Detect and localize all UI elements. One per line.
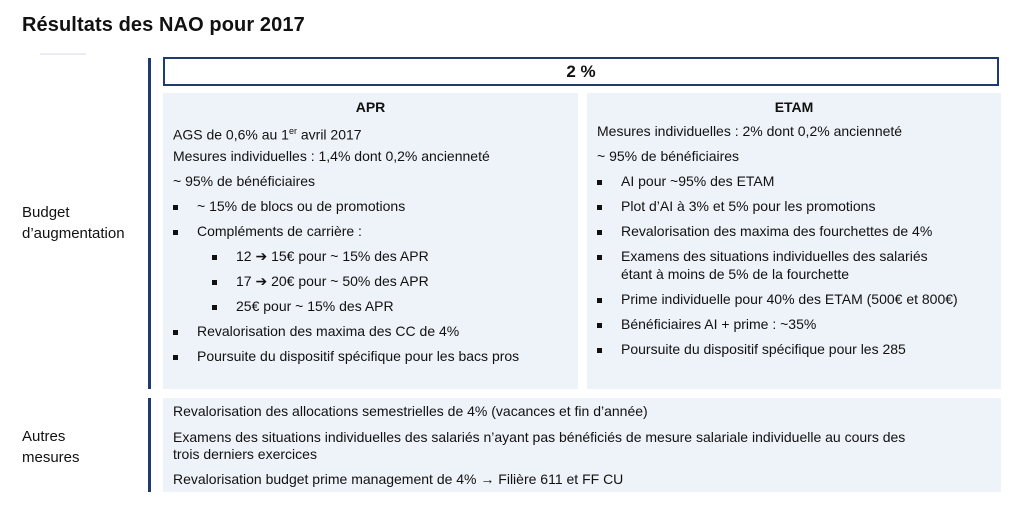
row-label-autres-line2: mesures bbox=[22, 449, 80, 466]
bullet-icon bbox=[597, 230, 602, 235]
bullet-icon bbox=[597, 255, 602, 260]
arrow-right-icon: ➔ bbox=[255, 248, 268, 264]
budget-section-bar bbox=[148, 58, 151, 389]
sub-bullet-icon bbox=[212, 305, 217, 310]
apr-revalo: Revalorisation des maxima des CC de 4% bbox=[197, 323, 460, 339]
bullet-icon bbox=[173, 330, 178, 335]
etam-revalo: Revalorisation des maxima des fourchettes de 4% bbox=[621, 223, 933, 239]
bullet-icon bbox=[173, 205, 178, 210]
apr-sub-item-3: 25€ pour ~ 15% des APR bbox=[236, 298, 394, 314]
apr-ags-pre: AGS de 0,6% au 1 bbox=[173, 126, 289, 143]
bullet-icon bbox=[597, 298, 602, 303]
etam-ai: AI pour ~95% des ETAM bbox=[621, 173, 775, 189]
apr-ags-post: avril 2017 bbox=[296, 126, 362, 143]
bullet-icon bbox=[597, 348, 602, 353]
autres-line-1: Revalorisation des allocations semestrielles de 4% (vacances et fin d’année) bbox=[173, 403, 648, 419]
apr-sub-item-2 bbox=[236, 273, 429, 290]
page-title: Résultats des NAO pour 2017 bbox=[22, 14, 305, 36]
apr-ags-sup: er bbox=[288, 126, 297, 136]
apr-poursuite: Poursuite du dispositif spécifique pour les bacs pros bbox=[197, 348, 520, 364]
apr-sub-item-1 bbox=[236, 248, 429, 265]
etam-poursuite: Poursuite du dispositif spécifique pour les 285 bbox=[621, 341, 906, 357]
autres-line-2b: trois derniers exercices bbox=[173, 446, 317, 462]
apr-complements: Compléments de carrière : bbox=[197, 223, 362, 239]
apr-mesures: Mesures individuelles : 1,4% dont 0,2% ancienneté bbox=[173, 148, 490, 164]
etam-panel bbox=[587, 93, 1001, 389]
bullet-icon bbox=[597, 323, 602, 328]
autres-section-bar bbox=[148, 398, 151, 492]
sub-bullet-icon bbox=[212, 255, 217, 260]
etam-mesures: Mesures individuelles : 2% dont 0,2% ancienneté bbox=[597, 123, 903, 139]
apr-sub1-a: 12 bbox=[236, 248, 256, 264]
etam-heading: ETAM bbox=[774, 99, 814, 115]
autres-panel bbox=[163, 398, 1001, 492]
sub-bullet-icon bbox=[212, 280, 217, 285]
row-label-budget-line1: Budget bbox=[22, 204, 70, 221]
bullet-icon bbox=[597, 205, 602, 210]
apr-heading: APR bbox=[355, 99, 386, 115]
apr-blocs: ~ 15% de blocs ou de promotions bbox=[197, 198, 406, 214]
apr-beneficiaires: ~ 95% de bénéficiaires bbox=[173, 173, 316, 189]
etam-examens-line2: étant à moins de 5% de la fourchette bbox=[621, 266, 850, 282]
autres-line-3: Revalorisation budget prime management de 4% → Filière 611 et FF CU bbox=[173, 471, 624, 487]
etam-beneficiaires: ~ 95% de bénéficiaires bbox=[597, 148, 740, 164]
bullet-icon bbox=[173, 230, 178, 235]
row-label-autres-line1: Autres bbox=[22, 428, 66, 445]
bullet-icon bbox=[173, 355, 178, 360]
autres-line-2a: Examens des situations individuelles des salariés n’ayant pas bénéficiés de mesure salariale individuelle au cours des bbox=[173, 429, 906, 445]
apr-sub1-b: 15€ pour ~ 15% des APR bbox=[267, 248, 429, 264]
etam-benef-ai: Bénéficiaires AI + prime : ~35% bbox=[621, 316, 817, 332]
title-underline bbox=[40, 53, 86, 55]
arrow-right-icon: ➔ bbox=[255, 273, 268, 289]
row-label-autres bbox=[22, 426, 80, 468]
apr-ags bbox=[173, 123, 362, 144]
etam-examens-line1: Examens des situations individuelles des salariés bbox=[621, 248, 928, 264]
etam-prime: Prime individuelle pour 40% des ETAM (500€ et 800€) bbox=[621, 291, 958, 307]
bullet-icon bbox=[597, 180, 602, 185]
apr-panel bbox=[163, 93, 578, 389]
percent-header: 2 % bbox=[163, 57, 999, 86]
row-label-budget-line2: d’augmentation bbox=[22, 225, 125, 242]
row-label-budget bbox=[22, 202, 125, 244]
etam-plot: Plot d’AI à 3% et 5% pour les promotions bbox=[621, 198, 876, 214]
apr-sub2-a: 17 bbox=[236, 273, 256, 289]
apr-sub2-b: 20€ pour ~ 50% des APR bbox=[267, 273, 429, 289]
